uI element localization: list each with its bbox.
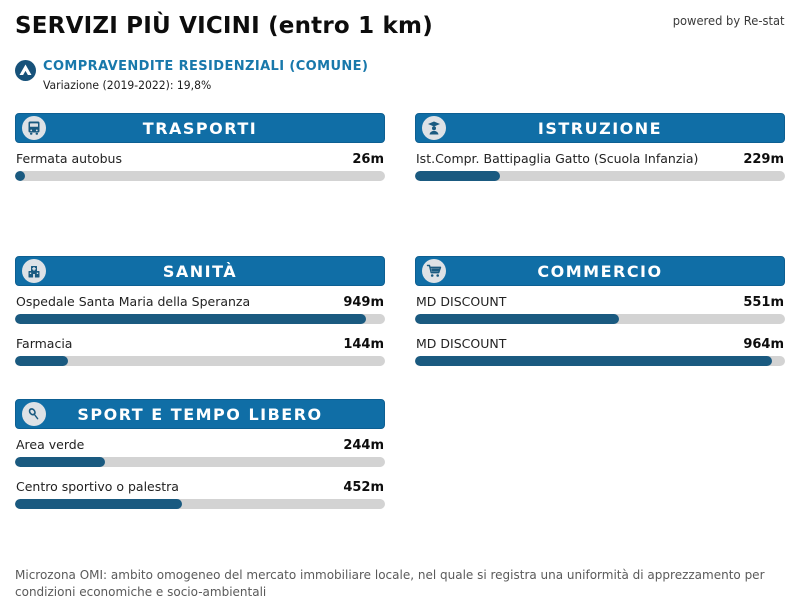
shopping-cart-icon — [422, 259, 446, 283]
service-distance: 452m — [343, 480, 384, 495]
distance-bar-fill — [415, 171, 500, 181]
service-label: MD DISCOUNT — [416, 336, 507, 351]
service-distance: 144m — [343, 337, 384, 352]
distance-bar-track — [15, 499, 385, 509]
panel-title: SANITÀ — [162, 261, 238, 281]
distance-bar-fill — [15, 314, 366, 324]
distance-bar-fill — [415, 356, 772, 366]
service-item — [15, 336, 385, 366]
panel-header-trasporti — [15, 113, 385, 143]
panel-trasporti — [15, 113, 385, 181]
panel-header-sport — [15, 399, 385, 429]
distance-bar-track — [415, 314, 785, 324]
distance-bar-track — [15, 314, 385, 324]
distance-bar-fill — [15, 171, 25, 181]
distance-bar-fill — [15, 356, 68, 366]
service-distance: 551m — [743, 295, 784, 310]
service-item — [15, 479, 385, 509]
panel-title: COMMERCIO — [537, 261, 663, 281]
panel-commercio — [415, 256, 785, 366]
panel-sanita — [15, 256, 385, 366]
trend-up-logo-icon — [15, 60, 36, 81]
service-label: Ist.Compr. Battipaglia Gatto (Scuola Infanzia) — [416, 151, 699, 166]
variation-label: Variazione (2019-2022): 19,8% — [43, 78, 212, 92]
service-item — [415, 151, 785, 181]
panel-title: ISTRUZIONE — [537, 118, 663, 138]
service-label: Ospedale Santa Maria della Speranza — [16, 294, 251, 309]
page-title: SERVIZI PIÙ VICINI (entro 1 km) — [15, 13, 433, 39]
service-item — [15, 151, 385, 181]
service-item — [415, 336, 785, 366]
omi-footnote: Microzona OMI: ambito omogeneo del mercato immobiliare locale, nel quale si registra una uniformità di apprezzamento per condizioni economiche e socio-ambientali — [15, 568, 765, 600]
service-item — [15, 294, 385, 324]
service-label: Area verde — [16, 437, 85, 452]
service-distance: 964m — [743, 337, 784, 352]
service-label: Centro sportivo o palestra — [16, 479, 179, 494]
distance-bar-track — [415, 356, 785, 366]
distance-bar-fill — [15, 457, 105, 467]
panel-header-commercio — [415, 256, 785, 286]
service-label: Farmacia — [16, 336, 73, 351]
service-label: MD DISCOUNT — [416, 294, 507, 309]
panel-istruzione — [415, 113, 785, 181]
subtitle-label: COMPRAVENDITE RESIDENZIALI (COMUNE) — [43, 59, 369, 74]
panel-header-sanita — [15, 256, 385, 286]
panel-header-istruzione — [415, 113, 785, 143]
service-distance: 244m — [343, 438, 384, 453]
distance-bar-track — [15, 457, 385, 467]
service-distance: 949m — [343, 295, 384, 310]
hospital-icon — [22, 259, 46, 283]
distance-bar-track — [15, 171, 385, 181]
distance-bar-fill — [415, 314, 619, 324]
subtitle-text — [43, 59, 368, 93]
graduate-icon — [422, 116, 446, 140]
service-distance: 26m — [352, 152, 384, 167]
distance-bar-track — [15, 356, 385, 366]
panel-title: SPORT E TEMPO LIBERO — [77, 404, 323, 424]
panel-sport — [15, 399, 385, 509]
distance-bar-track — [415, 171, 785, 181]
service-item — [15, 437, 385, 467]
racket-icon — [22, 402, 46, 426]
bus-icon — [22, 116, 46, 140]
service-item — [415, 294, 785, 324]
subtitle-block — [15, 59, 368, 93]
service-label: Fermata autobus — [16, 151, 122, 166]
panels-grid — [15, 113, 785, 542]
panel-title: TRASPORTI — [142, 118, 258, 138]
powered-by-label: powered by Re-stat — [673, 13, 785, 28]
service-distance: 229m — [743, 152, 784, 167]
distance-bar-fill — [15, 499, 182, 509]
